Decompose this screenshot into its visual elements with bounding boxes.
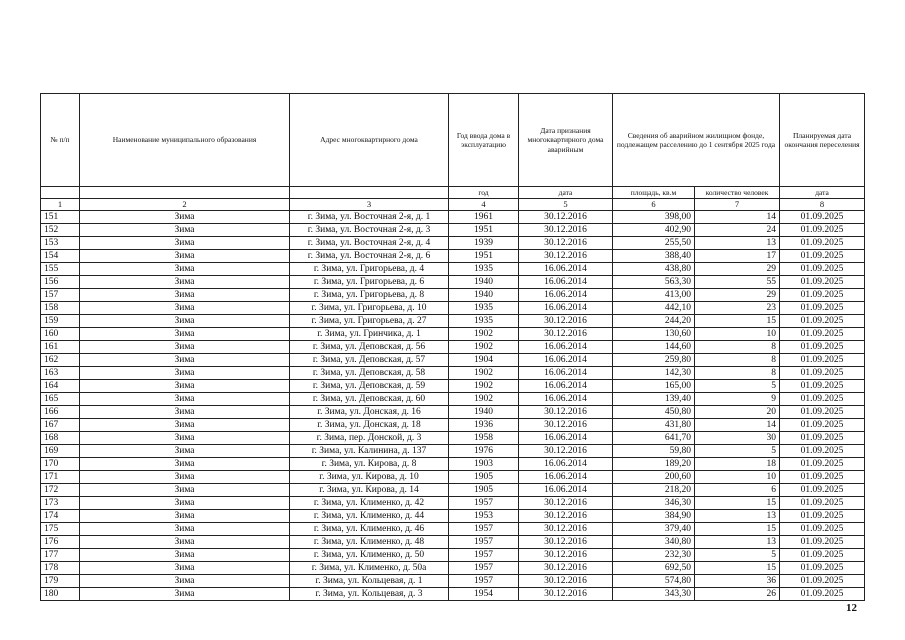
planned-date-cell: 01.09.2025: [780, 406, 865, 419]
people-cell: 20: [695, 406, 780, 419]
planned-date-cell: 01.09.2025: [780, 341, 865, 354]
year-cell: 1940: [449, 276, 519, 289]
col-address-header: Адрес многоквартирного дома: [290, 94, 449, 187]
address-cell: г. Зима, ул. Деповская, д. 58: [290, 367, 449, 380]
year-cell: 1957: [449, 575, 519, 588]
area-cell: 139,40: [613, 393, 695, 406]
date-cell: 30.12.2016: [519, 549, 613, 562]
row-number-cell: 171: [41, 471, 80, 484]
table-row: [41, 224, 865, 237]
people-cell: 14: [695, 211, 780, 224]
date-cell: 16.06.2014: [519, 276, 613, 289]
date-cell: 30.12.2016: [519, 419, 613, 432]
date-cell: 16.06.2014: [519, 341, 613, 354]
address-cell: г. Зима, ул. Григорьева, д. 4: [290, 263, 449, 276]
year-cell: 1954: [449, 588, 519, 601]
row-number-cell: 180: [41, 588, 80, 601]
municipality-cell: Зима: [80, 237, 290, 250]
row-number-cell: 168: [41, 432, 80, 445]
people-cell: 10: [695, 328, 780, 341]
area-cell: 450,80: [613, 406, 695, 419]
date-cell: 30.12.2016: [519, 562, 613, 575]
date-cell: 30.12.2016: [519, 536, 613, 549]
table-row: [41, 302, 865, 315]
municipality-cell: Зима: [80, 315, 290, 328]
address-cell: г. Зима, ул. Деповская, д. 56: [290, 341, 449, 354]
table-row: [41, 367, 865, 380]
planned-date-cell: 01.09.2025: [780, 471, 865, 484]
municipality-cell: Зима: [80, 263, 290, 276]
address-cell: г. Зима, ул. Клименко, д. 48: [290, 536, 449, 549]
people-cell: 5: [695, 445, 780, 458]
year-cell: 1958: [449, 432, 519, 445]
table-row: [41, 315, 865, 328]
area-cell: 413,00: [613, 289, 695, 302]
people-cell: 29: [695, 263, 780, 276]
year-cell: 1902: [449, 367, 519, 380]
date-cell: 30.12.2016: [519, 224, 613, 237]
col-planned-header: Планируемая дата окончания переселения: [780, 94, 865, 187]
area-cell: 388,40: [613, 250, 695, 263]
table-row: [41, 263, 865, 276]
date-cell: 16.06.2014: [519, 354, 613, 367]
municipality-cell: Зима: [80, 250, 290, 263]
planned-date-cell: 01.09.2025: [780, 536, 865, 549]
people-cell: 8: [695, 354, 780, 367]
planned-date-cell: 01.09.2025: [780, 432, 865, 445]
row-number-cell: 159: [41, 315, 80, 328]
year-cell: 1905: [449, 484, 519, 497]
table-row: [41, 237, 865, 250]
year-cell: 1953: [449, 510, 519, 523]
date-cell: 16.06.2014: [519, 380, 613, 393]
table-row: [41, 432, 865, 445]
table-row: [41, 354, 865, 367]
people-cell: 8: [695, 367, 780, 380]
unit-date2: дата: [780, 187, 865, 199]
area-cell: 232,30: [613, 549, 695, 562]
date-cell: 30.12.2016: [519, 406, 613, 419]
address-cell: г. Зима, ул. Кирова, д. 10: [290, 471, 449, 484]
row-number-cell: 173: [41, 497, 80, 510]
planned-date-cell: 01.09.2025: [780, 458, 865, 471]
planned-date-cell: 01.09.2025: [780, 263, 865, 276]
table-row: [41, 575, 865, 588]
col-municipality-header: Наименование муниципального образования: [80, 94, 290, 187]
people-cell: 36: [695, 575, 780, 588]
area-cell: 692,50: [613, 562, 695, 575]
area-cell: 144,60: [613, 341, 695, 354]
row-number-cell: 154: [41, 250, 80, 263]
area-cell: 398,00: [613, 211, 695, 224]
municipality-cell: Зима: [80, 562, 290, 575]
people-cell: 15: [695, 562, 780, 575]
municipality-cell: Зима: [80, 328, 290, 341]
area-cell: 218,20: [613, 484, 695, 497]
table-row: [41, 276, 865, 289]
table-row: [41, 250, 865, 263]
area-cell: 130,60: [613, 328, 695, 341]
row-number-cell: 152: [41, 224, 80, 237]
address-cell: г. Зима, ул. Кольцевая, д. 3: [290, 588, 449, 601]
col-num-header: № п/п: [41, 94, 80, 187]
year-cell: 1957: [449, 549, 519, 562]
row-number-cell: 163: [41, 367, 80, 380]
planned-date-cell: 01.09.2025: [780, 367, 865, 380]
planned-date-cell: 01.09.2025: [780, 562, 865, 575]
municipality-cell: Зима: [80, 393, 290, 406]
date-cell: 30.12.2016: [519, 315, 613, 328]
row-number-cell: 176: [41, 536, 80, 549]
table-row: [41, 341, 865, 354]
address-cell: г. Зима, ул. Григорьева, д. 10: [290, 302, 449, 315]
people-cell: 15: [695, 315, 780, 328]
planned-date-cell: 01.09.2025: [780, 523, 865, 536]
date-cell: 16.06.2014: [519, 484, 613, 497]
people-cell: 30: [695, 432, 780, 445]
municipality-cell: Зима: [80, 510, 290, 523]
address-cell: г. Зима, ул. Деповская, д. 59: [290, 380, 449, 393]
address-cell: г. Зима, ул. Клименко, д. 50а: [290, 562, 449, 575]
area-cell: 165,00: [613, 380, 695, 393]
address-cell: г. Зима, ул. Григорьева, д. 6: [290, 276, 449, 289]
row-number-cell: 160: [41, 328, 80, 341]
address-cell: г. Зима, ул. Клименко, д. 42: [290, 497, 449, 510]
area-cell: 244,20: [613, 315, 695, 328]
year-cell: 1905: [449, 471, 519, 484]
table-row: [41, 562, 865, 575]
table-row: [41, 445, 865, 458]
municipality-cell: Зима: [80, 575, 290, 588]
year-cell: 1935: [449, 315, 519, 328]
planned-date-cell: 01.09.2025: [780, 575, 865, 588]
people-cell: 55: [695, 276, 780, 289]
row-number-cell: 153: [41, 237, 80, 250]
area-cell: 340,80: [613, 536, 695, 549]
date-cell: 30.12.2016: [519, 237, 613, 250]
address-cell: г. Зима, ул. Донская, д. 18: [290, 419, 449, 432]
table-row: [41, 419, 865, 432]
people-cell: 9: [695, 393, 780, 406]
municipality-cell: Зима: [80, 354, 290, 367]
unit-date: дата: [519, 187, 613, 199]
row-number-cell: 174: [41, 510, 80, 523]
municipality-cell: Зима: [80, 380, 290, 393]
table-row: [41, 406, 865, 419]
row-number-cell: 161: [41, 341, 80, 354]
date-cell: 30.12.2016: [519, 497, 613, 510]
col-number: 2: [80, 199, 290, 211]
year-cell: 1940: [449, 289, 519, 302]
date-cell: 16.06.2014: [519, 302, 613, 315]
date-cell: 30.12.2016: [519, 588, 613, 601]
page-number: 12: [846, 602, 857, 614]
municipality-cell: Зима: [80, 523, 290, 536]
year-cell: 1935: [449, 263, 519, 276]
municipality-cell: Зима: [80, 536, 290, 549]
year-cell: 1902: [449, 328, 519, 341]
unit-year: год: [449, 187, 519, 199]
unit-empty-1: [41, 187, 80, 199]
table-row: [41, 380, 865, 393]
year-cell: 1935: [449, 302, 519, 315]
municipality-cell: Зима: [80, 302, 290, 315]
row-number-cell: 165: [41, 393, 80, 406]
municipality-cell: Зима: [80, 458, 290, 471]
year-cell: 1957: [449, 497, 519, 510]
col-date-emergency-header: Дата признания многоквартирного дома аварийным: [519, 94, 613, 187]
table-row: [41, 523, 865, 536]
row-number-cell: 164: [41, 380, 80, 393]
area-cell: 343,30: [613, 588, 695, 601]
table-row: [41, 549, 865, 562]
people-cell: 8: [695, 341, 780, 354]
date-cell: 30.12.2016: [519, 575, 613, 588]
area-cell: 200,60: [613, 471, 695, 484]
date-cell: 16.06.2014: [519, 471, 613, 484]
year-cell: 1902: [449, 393, 519, 406]
table-row: [41, 458, 865, 471]
people-cell: 13: [695, 536, 780, 549]
year-cell: 1951: [449, 250, 519, 263]
unit-empty-2: [80, 187, 290, 199]
date-cell: 30.12.2016: [519, 445, 613, 458]
planned-date-cell: 01.09.2025: [780, 445, 865, 458]
municipality-cell: Зима: [80, 276, 290, 289]
municipality-cell: Зима: [80, 484, 290, 497]
planned-date-cell: 01.09.2025: [780, 419, 865, 432]
row-number-cell: 151: [41, 211, 80, 224]
date-cell: 30.12.2016: [519, 510, 613, 523]
row-number-cell: 177: [41, 549, 80, 562]
year-cell: 1940: [449, 406, 519, 419]
planned-date-cell: 01.09.2025: [780, 497, 865, 510]
year-cell: 1902: [449, 341, 519, 354]
area-cell: 379,40: [613, 523, 695, 536]
planned-date-cell: 01.09.2025: [780, 315, 865, 328]
address-cell: г. Зима, ул. Кирова, д. 14: [290, 484, 449, 497]
address-cell: г. Зима, ул. Восточная 2-я, д. 6: [290, 250, 449, 263]
year-cell: 1951: [449, 224, 519, 237]
address-cell: г. Зима, ул. Калинина, д. 137: [290, 445, 449, 458]
planned-date-cell: 01.09.2025: [780, 354, 865, 367]
area-cell: 402,90: [613, 224, 695, 237]
address-cell: г. Зима, ул. Кольцевая, д. 1: [290, 575, 449, 588]
area-cell: 346,30: [613, 497, 695, 510]
planned-date-cell: 01.09.2025: [780, 484, 865, 497]
people-cell: 13: [695, 510, 780, 523]
col-number: 3: [290, 199, 449, 211]
date-cell: 16.06.2014: [519, 263, 613, 276]
table-row: [41, 536, 865, 549]
year-cell: 1902: [449, 380, 519, 393]
row-number-cell: 156: [41, 276, 80, 289]
people-cell: 15: [695, 497, 780, 510]
area-cell: 438,80: [613, 263, 695, 276]
col-number: 8: [780, 199, 865, 211]
unit-people: количество человек: [695, 187, 780, 199]
planned-date-cell: 01.09.2025: [780, 302, 865, 315]
row-number-cell: 155: [41, 263, 80, 276]
table-row: [41, 471, 865, 484]
planned-date-cell: 01.09.2025: [780, 380, 865, 393]
planned-date-cell: 01.09.2025: [780, 588, 865, 601]
table-row: [41, 588, 865, 601]
people-cell: 6: [695, 484, 780, 497]
row-number-cell: 169: [41, 445, 80, 458]
address-cell: г. Зима, ул. Деповская, д. 57: [290, 354, 449, 367]
planned-date-cell: 01.09.2025: [780, 237, 865, 250]
planned-date-cell: 01.09.2025: [780, 549, 865, 562]
year-cell: 1957: [449, 562, 519, 575]
area-cell: 563,30: [613, 276, 695, 289]
date-cell: 16.06.2014: [519, 458, 613, 471]
municipality-cell: Зима: [80, 367, 290, 380]
housing-table: [40, 93, 865, 601]
year-cell: 1961: [449, 211, 519, 224]
municipality-cell: Зима: [80, 432, 290, 445]
area-cell: 431,80: [613, 419, 695, 432]
address-cell: г. Зима, ул. Восточная 2-я, д. 3: [290, 224, 449, 237]
municipality-cell: Зима: [80, 289, 290, 302]
planned-date-cell: 01.09.2025: [780, 224, 865, 237]
address-cell: г. Зима, ул. Восточная 2-я, д. 1: [290, 211, 449, 224]
area-cell: 59,80: [613, 445, 695, 458]
municipality-cell: Зима: [80, 419, 290, 432]
year-cell: 1936: [449, 419, 519, 432]
table-row: [41, 328, 865, 341]
row-number-cell: 179: [41, 575, 80, 588]
col-number: 1: [41, 199, 80, 211]
date-cell: 30.12.2016: [519, 523, 613, 536]
date-cell: 16.06.2014: [519, 289, 613, 302]
planned-date-cell: 01.09.2025: [780, 289, 865, 302]
date-cell: 16.06.2014: [519, 432, 613, 445]
people-cell: 5: [695, 549, 780, 562]
row-number-cell: 178: [41, 562, 80, 575]
address-cell: г. Зима, ул. Кирова, д. 8: [290, 458, 449, 471]
address-cell: г. Зима, пер. Донской, д. 3: [290, 432, 449, 445]
municipality-cell: Зима: [80, 497, 290, 510]
date-cell: 30.12.2016: [519, 211, 613, 224]
date-cell: 16.06.2014: [519, 367, 613, 380]
people-cell: 10: [695, 471, 780, 484]
col-number: 6: [613, 199, 695, 211]
municipality-cell: Зима: [80, 211, 290, 224]
area-cell: 142,30: [613, 367, 695, 380]
municipality-cell: Зима: [80, 224, 290, 237]
unit-area: площадь, кв.м: [613, 187, 695, 199]
year-cell: 1904: [449, 354, 519, 367]
row-number-cell: 157: [41, 289, 80, 302]
row-number-cell: 170: [41, 458, 80, 471]
planned-date-cell: 01.09.2025: [780, 276, 865, 289]
col-year-header: Год ввода дома в эксплуатацию: [449, 94, 519, 187]
people-cell: 23: [695, 302, 780, 315]
table-row: [41, 289, 865, 302]
address-cell: г. Зима, ул. Клименко, д. 44: [290, 510, 449, 523]
people-cell: 13: [695, 237, 780, 250]
address-cell: г. Зима, ул. Григорьева, д. 8: [290, 289, 449, 302]
units-row: [41, 187, 865, 199]
table-row: [41, 211, 865, 224]
year-cell: 1957: [449, 536, 519, 549]
people-cell: 17: [695, 250, 780, 263]
col-number-row: [41, 199, 865, 211]
date-cell: 30.12.2016: [519, 328, 613, 341]
address-cell: г. Зима, ул. Деповская, д. 60: [290, 393, 449, 406]
planned-date-cell: 01.09.2025: [780, 211, 865, 224]
address-cell: г. Зима, ул. Восточная 2-я, д. 4: [290, 237, 449, 250]
row-number-cell: 172: [41, 484, 80, 497]
address-cell: г. Зима, ул. Гринчика, д. 1: [290, 328, 449, 341]
table-row: [41, 510, 865, 523]
municipality-cell: Зима: [80, 549, 290, 562]
address-cell: г. Зима, ул. Клименко, д. 46: [290, 523, 449, 536]
area-cell: 255,50: [613, 237, 695, 250]
row-number-cell: 166: [41, 406, 80, 419]
area-cell: 189,20: [613, 458, 695, 471]
row-number-cell: 175: [41, 523, 80, 536]
row-number-cell: 167: [41, 419, 80, 432]
col-number: 7: [695, 199, 780, 211]
planned-date-cell: 01.09.2025: [780, 510, 865, 523]
date-cell: 16.06.2014: [519, 393, 613, 406]
municipality-cell: Зима: [80, 445, 290, 458]
people-cell: 24: [695, 224, 780, 237]
municipality-cell: Зима: [80, 406, 290, 419]
area-cell: 259,80: [613, 354, 695, 367]
municipality-cell: Зима: [80, 471, 290, 484]
year-cell: 1957: [449, 523, 519, 536]
people-cell: 29: [695, 289, 780, 302]
col-number: 5: [519, 199, 613, 211]
people-cell: 5: [695, 380, 780, 393]
municipality-cell: Зима: [80, 341, 290, 354]
table-row: [41, 484, 865, 497]
people-cell: 14: [695, 419, 780, 432]
area-cell: 384,90: [613, 510, 695, 523]
area-cell: 442,10: [613, 302, 695, 315]
unit-empty-3: [290, 187, 449, 199]
people-cell: 26: [695, 588, 780, 601]
planned-date-cell: 01.09.2025: [780, 250, 865, 263]
people-cell: 18: [695, 458, 780, 471]
col-info-header: Сведения об аварийном жилищном фонде, подлежащем расселению до 1 сентября 2025 года: [613, 94, 780, 187]
planned-date-cell: 01.09.2025: [780, 328, 865, 341]
row-number-cell: 162: [41, 354, 80, 367]
municipality-cell: Зима: [80, 588, 290, 601]
year-cell: 1939: [449, 237, 519, 250]
table-body: [41, 211, 865, 601]
col-number: 4: [449, 199, 519, 211]
area-cell: 641,70: [613, 432, 695, 445]
area-cell: 574,80: [613, 575, 695, 588]
table-row: [41, 497, 865, 510]
address-cell: г. Зима, ул. Клименко, д. 50: [290, 549, 449, 562]
table-row: [41, 393, 865, 406]
year-cell: 1976: [449, 445, 519, 458]
row-number-cell: 158: [41, 302, 80, 315]
date-cell: 30.12.2016: [519, 250, 613, 263]
people-cell: 15: [695, 523, 780, 536]
header-row: [41, 94, 865, 187]
planned-date-cell: 01.09.2025: [780, 393, 865, 406]
address-cell: г. Зима, ул. Донская, д. 16: [290, 406, 449, 419]
year-cell: 1903: [449, 458, 519, 471]
address-cell: г. Зима, ул. Григорьева, д. 27: [290, 315, 449, 328]
